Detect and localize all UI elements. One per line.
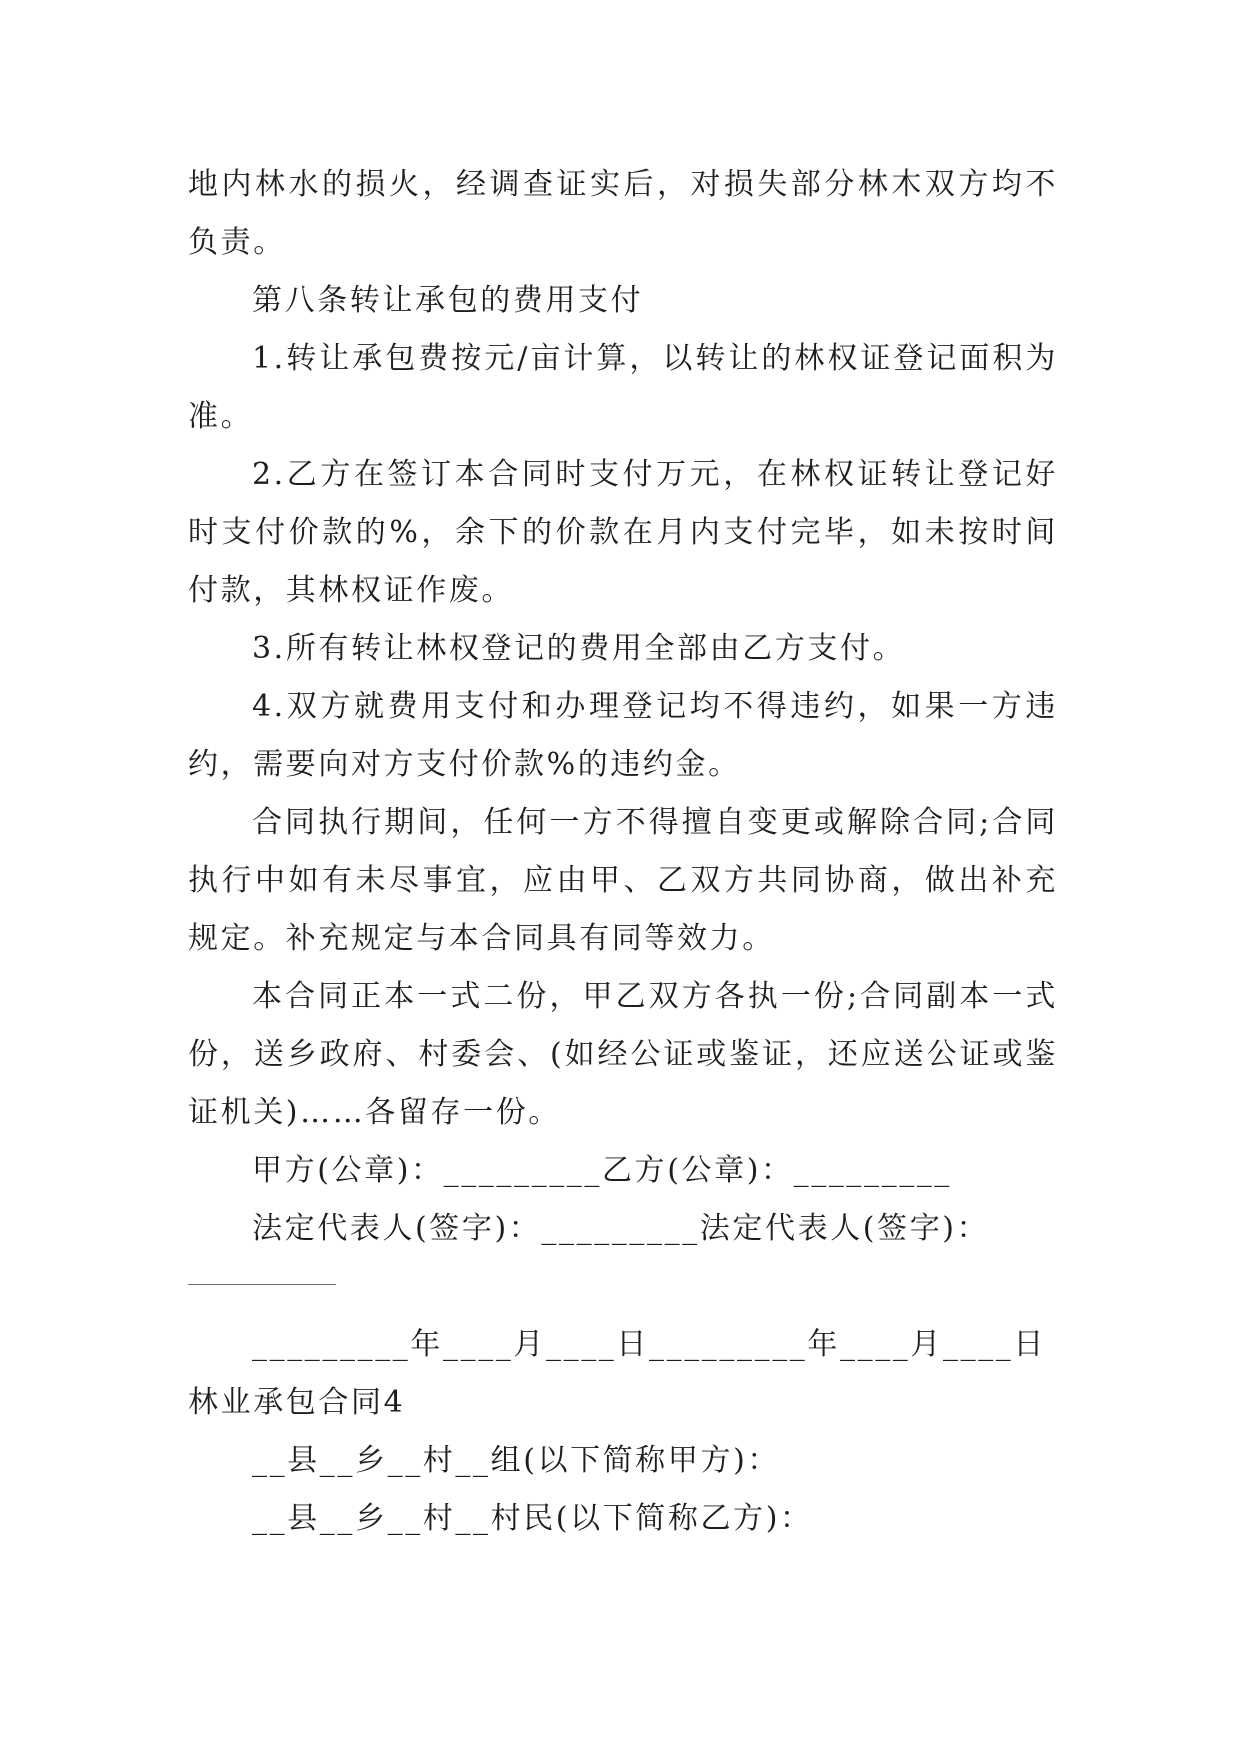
party-b-line: __县__乡__村__村民(以下简称乙方)： [252,1501,813,1536]
date-line: _________年____月____日_________年____月____日 [252,1327,1046,1362]
paragraph-contract-copies: 本合同正本一式二份，甲乙双方各执一份;合同副本一式份，送乡政府、村委会、(如经公证或鉴证，还应送公证或鉴证机关)……各留存一份。 [188,979,1058,1130]
clause-4-breach-penalty: 4.双方就费用支付和办理登记均不得违约，如果一方违约，需要向对方支付价款%的违约金。 [188,689,1058,782]
clause-2-payment-schedule: 2.乙方在签订本合同时支付万元，在林权证转让登记好时支付价款的%，余下的价款在月内支付完毕，如未按时间付款，其林权证作废。 [188,457,1058,608]
signature-representative-line: 法定代表人(签字)：_________法定代表人(签字)： [252,1211,990,1246]
paragraph-fire-loss: 地内林水的损火，经调查证实后，对损失部分林木双方均不负责。 [188,167,1058,260]
signature-blank-underline [188,1258,1058,1316]
section-title: 林业承包合同4 [188,1385,406,1420]
document-body [188,156,1058,1548]
clause-3-registration-fees: 3.所有转让林权登记的费用全部由乙方支付。 [252,631,906,666]
paragraph-contract-changes: 合同执行期间，任何一方不得擅自变更或解除合同;合同执行中如有未尽事宜，应由甲、乙双方共同协商，做出补充规定。补充规定与本合同具有同等效力。 [188,805,1058,956]
signature-seal-line: 甲方(公章)：_________乙方(公章)：_________ [252,1153,953,1188]
underline-rule [188,1284,336,1285]
party-a-line: __县__乡__村__组(以下简称甲方)： [252,1443,781,1478]
clause-1-fee-calculation: 1.转让承包费按元/亩计算，以转让的林权证登记面积为准。 [188,341,1058,434]
article-8-heading: 第八条转让承包的费用支付 [252,283,644,318]
